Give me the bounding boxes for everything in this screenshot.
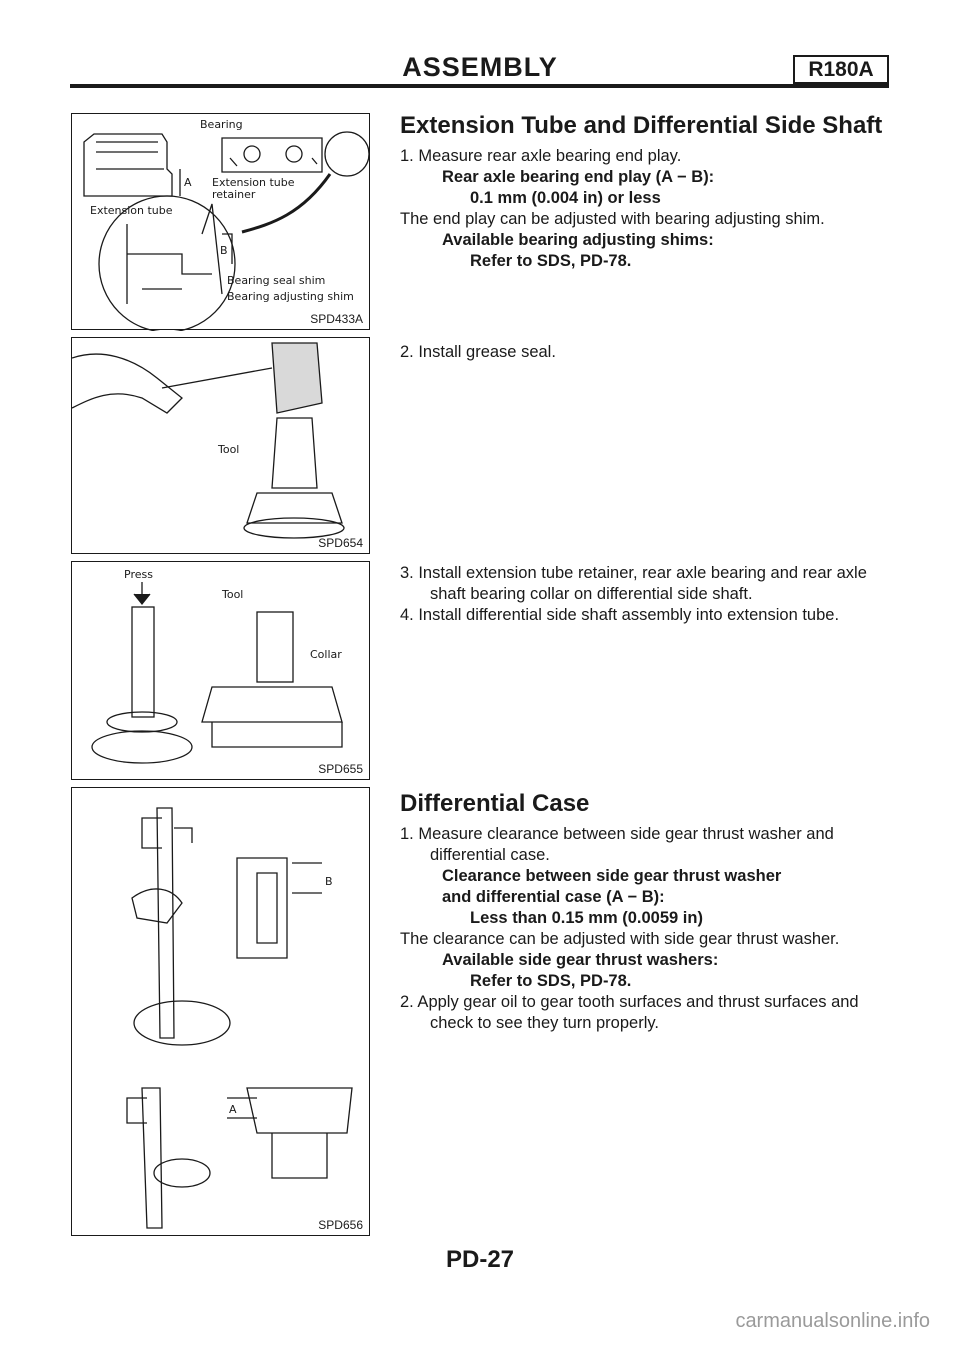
spec-clearance-label-a: Clearance between side gear thrust washer	[442, 867, 782, 885]
spec-shims-label: Available bearing adjusting shims:	[442, 231, 714, 249]
callout-b: B	[220, 244, 228, 257]
callout-a: A	[184, 176, 192, 189]
spec-end-play-value: 0.1 mm (0.004 in) or less	[470, 189, 661, 207]
watermark: carmanualsonline.info	[735, 1310, 930, 1332]
callout-collar: Collar	[310, 648, 342, 661]
page-header-title: ASSEMBLY	[402, 52, 558, 82]
spec-washers-value: Refer to SDS, PD-78.	[470, 972, 632, 990]
step-1: 1. Measure clearance between side gear thrust washer and differential case.	[400, 825, 834, 864]
header-rule	[70, 84, 889, 88]
step-1: 1. Measure rear axle bearing end play.	[400, 147, 682, 165]
spec-clearance-value: Less than 0.15 mm (0.0059 in)	[470, 909, 703, 927]
section-title-differential-case: Differential Case	[400, 790, 590, 817]
step-2: 2. Install grease seal.	[400, 343, 556, 361]
step-3: 3. Install extension tube retainer, rear axle bearing and rear axle shaft bearing collar on differential side shaft.	[400, 564, 867, 603]
press-diagram	[72, 562, 371, 781]
section-title-extension-tube: Extension Tube and Differential Side Shaft	[400, 112, 883, 139]
step-4: 4. Install differential side shaft assembly into extension tube.	[400, 606, 840, 624]
callout-tool: Tool	[218, 443, 240, 456]
note-clearance: The clearance can be adjusted with side gear thrust washer.	[400, 930, 840, 948]
figure-code: SPD655	[318, 762, 363, 776]
callout-bearing: Bearing	[200, 118, 243, 131]
callout-extension-tube: Extension tube	[90, 204, 173, 217]
figure-code: SPD433A	[310, 312, 363, 326]
figure-bearing-end-play	[71, 113, 370, 330]
section1-steps-3-4	[400, 563, 895, 626]
bearing-diagram	[72, 114, 371, 331]
callout-retainer: retainer	[212, 188, 256, 201]
note-end-play: The end play can be adjusted with bearing adjusting shim.	[400, 210, 825, 228]
step-2: 2. Apply gear oil to gear tooth surfaces and thrust surfaces and check to see they turn properly.	[400, 993, 859, 1032]
callout-bearing-seal-shim: Bearing seal shim	[227, 274, 326, 287]
spec-washers-label: Available side gear thrust washers:	[442, 951, 719, 969]
callout-bearing-adjusting-shim: Bearing adjusting shim	[227, 290, 354, 303]
figure-grease-seal	[71, 337, 370, 554]
model-code-badge: R180A	[793, 55, 889, 84]
section1-text	[400, 146, 895, 272]
page-number: PD-27	[445, 1246, 515, 1273]
figure-code: SPD654	[318, 536, 363, 550]
section2-text	[400, 824, 895, 1034]
figure-code: SPD656	[318, 1218, 363, 1232]
caliper-diagram	[72, 788, 371, 1237]
spec-clearance-label-b: and differential case (A − B):	[442, 888, 665, 906]
callout-extension-tube-retainer: Extension tube	[212, 176, 295, 189]
callout-b: B	[325, 875, 333, 888]
figure-press	[71, 561, 370, 780]
figure-diff-case	[71, 787, 370, 1236]
hammer-diagram	[72, 338, 371, 555]
callout-tool: Tool	[222, 588, 244, 601]
callout-press: Press	[124, 568, 153, 581]
spec-shims-value: Refer to SDS, PD-78.	[470, 252, 632, 270]
spec-end-play-label: Rear axle bearing end play (A − B):	[442, 168, 715, 186]
callout-a: A	[229, 1103, 237, 1116]
